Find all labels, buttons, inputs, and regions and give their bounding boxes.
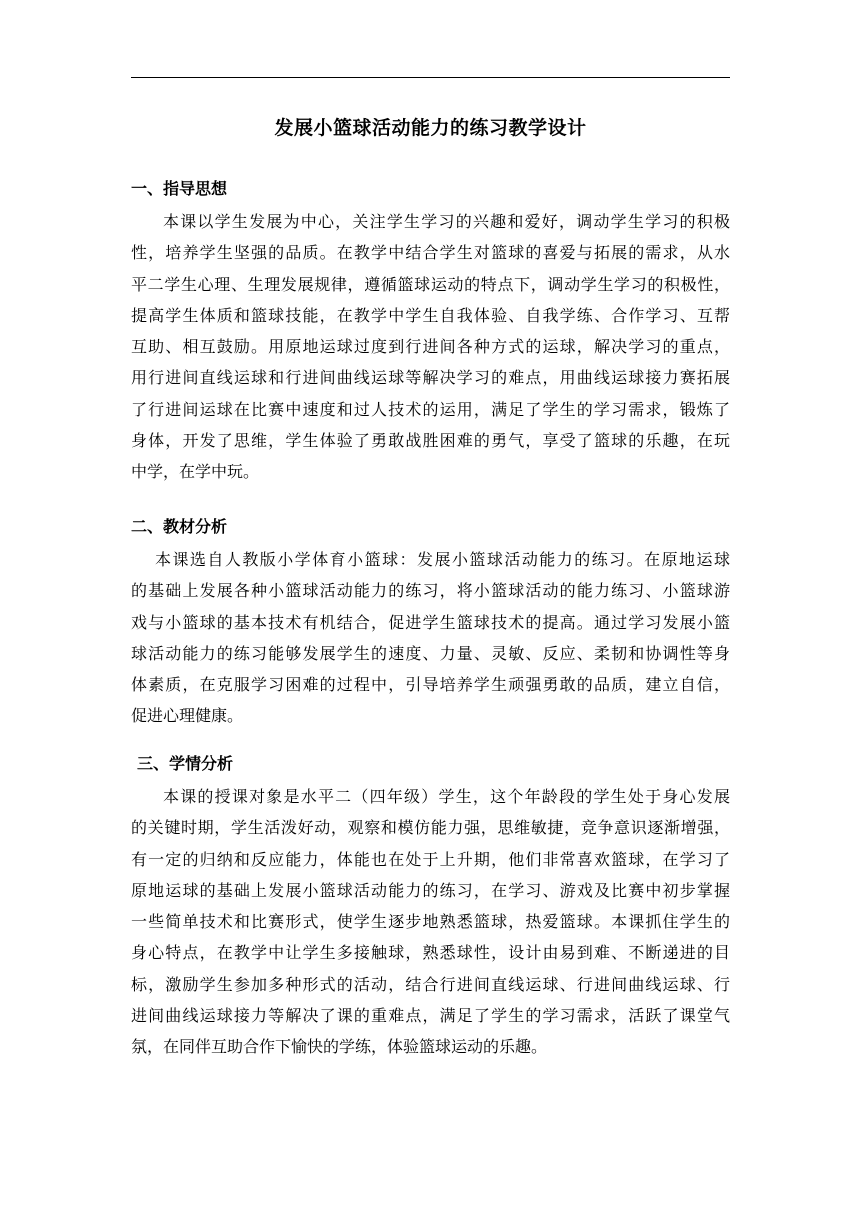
- paragraph-line: 中学，在学中玩。: [131, 462, 260, 482]
- paragraph-line: 的关键时期，学生活泼好动，观察和模仿能力强，思维敏捷，竞争意识逐渐增强，: [131, 818, 730, 838]
- paragraph-line: 的基础上发展各种小篮球活动能力的练习，将小篮球活动的能力练习、小篮球游: [131, 581, 730, 601]
- paragraph-line: 球活动能力的练习能够发展学生的速度、力量、灵敏、反应、柔韧和协调性等身: [131, 643, 730, 663]
- paragraph-line: 有一定的归纳和反应能力，体能也在处于上升期，他们非常喜欢篮球，在学习了: [131, 849, 730, 869]
- paragraph-line: 本课的授课对象是水平二（四年级）学生，这个年龄段的学生处于身心发展: [163, 787, 730, 806]
- section-heading-guiding-ideology: 一、指导思想: [131, 179, 228, 198]
- section-body-material-analysis: [131, 544, 730, 732]
- paragraph-line: 了行进间运球在比赛中速度和过人技术的运用，满足了学生的学习需求，锻炼了: [131, 399, 730, 419]
- paragraph-line: 性，培养学生坚强的品质。在教学中结合学生对篮球的喜爱与拓展的需求，从水: [131, 243, 730, 263]
- paragraph-line: 平二学生心理、生理发展规律，遵循篮球运动的特点下，调动学生学习的积极性，: [131, 274, 730, 294]
- paragraph-line: 用行进间直线运球和行进间曲线运球等解决学习的难点，用曲线运球接力赛拓展: [131, 368, 730, 388]
- paragraph-line: 一些简单技术和比赛形式，使学生逐步地熟悉篮球，热爱篮球。本课抓住学生的: [131, 912, 730, 932]
- section-heading-learner-analysis: 三、学情分析: [137, 754, 234, 773]
- paragraph-line: 身体，开发了思维，学生体验了勇敢战胜困难的勇气，享受了篮球的乐趣，在玩: [131, 431, 730, 451]
- paragraph-line: 进间曲线运球接力等解决了课的重难点，满足了学生的学习需求，活跃了课堂气: [131, 1006, 730, 1026]
- paragraph-line: 体素质，在克服学习困难的过程中，引导培养学生顽强勇敢的品质，建立自信，: [131, 675, 730, 695]
- paragraph-line: 本课选自人教版小学体育小篮球：发展小篮球活动能力的练习。在原地运球: [155, 550, 730, 569]
- paragraph-line: 提高学生体质和篮球技能，在教学中学生自我体验、自我学练、合作学习、互帮: [131, 305, 730, 325]
- document-title: 发展小篮球活动能力的练习教学设计: [274, 117, 587, 139]
- section-heading-material-analysis: 二、教材分析: [131, 517, 228, 536]
- paragraph-line: 标，激励学生参加多种形式的活动，结合行进间直线运球、行进间曲线运球、行: [131, 974, 730, 994]
- paragraph-line: 身心特点，在教学中让学生多接触球，熟悉球性，设计由易到难、不断递进的目: [131, 943, 730, 963]
- section-body-guiding-ideology: [131, 206, 730, 488]
- paragraph-line: 原地运球的基础上发展小篮球活动能力的练习，在学习、游戏及比赛中初步掌握: [131, 880, 730, 900]
- paragraph-line: 促进心理健康。: [131, 706, 244, 726]
- paragraph-line: 本课以学生发展为中心，关注学生学习的兴趣和爱好，调动学生学习的积极: [163, 212, 730, 231]
- paragraph-line: 戏与小篮球的基本技术有机结合，促进学生篮球技术的提高。通过学习发展小篮: [131, 612, 730, 632]
- paragraph-line: 互助、相互鼓励。用原地运球过度到行进间各种方式的运球，解决学习的重点，: [131, 337, 730, 357]
- paragraph-line: 氛，在同伴互助合作下愉快的学练，体验篮球运动的乐趣。: [131, 1037, 548, 1057]
- section-body-learner-analysis: [131, 781, 730, 1063]
- header-rule: [131, 77, 730, 78]
